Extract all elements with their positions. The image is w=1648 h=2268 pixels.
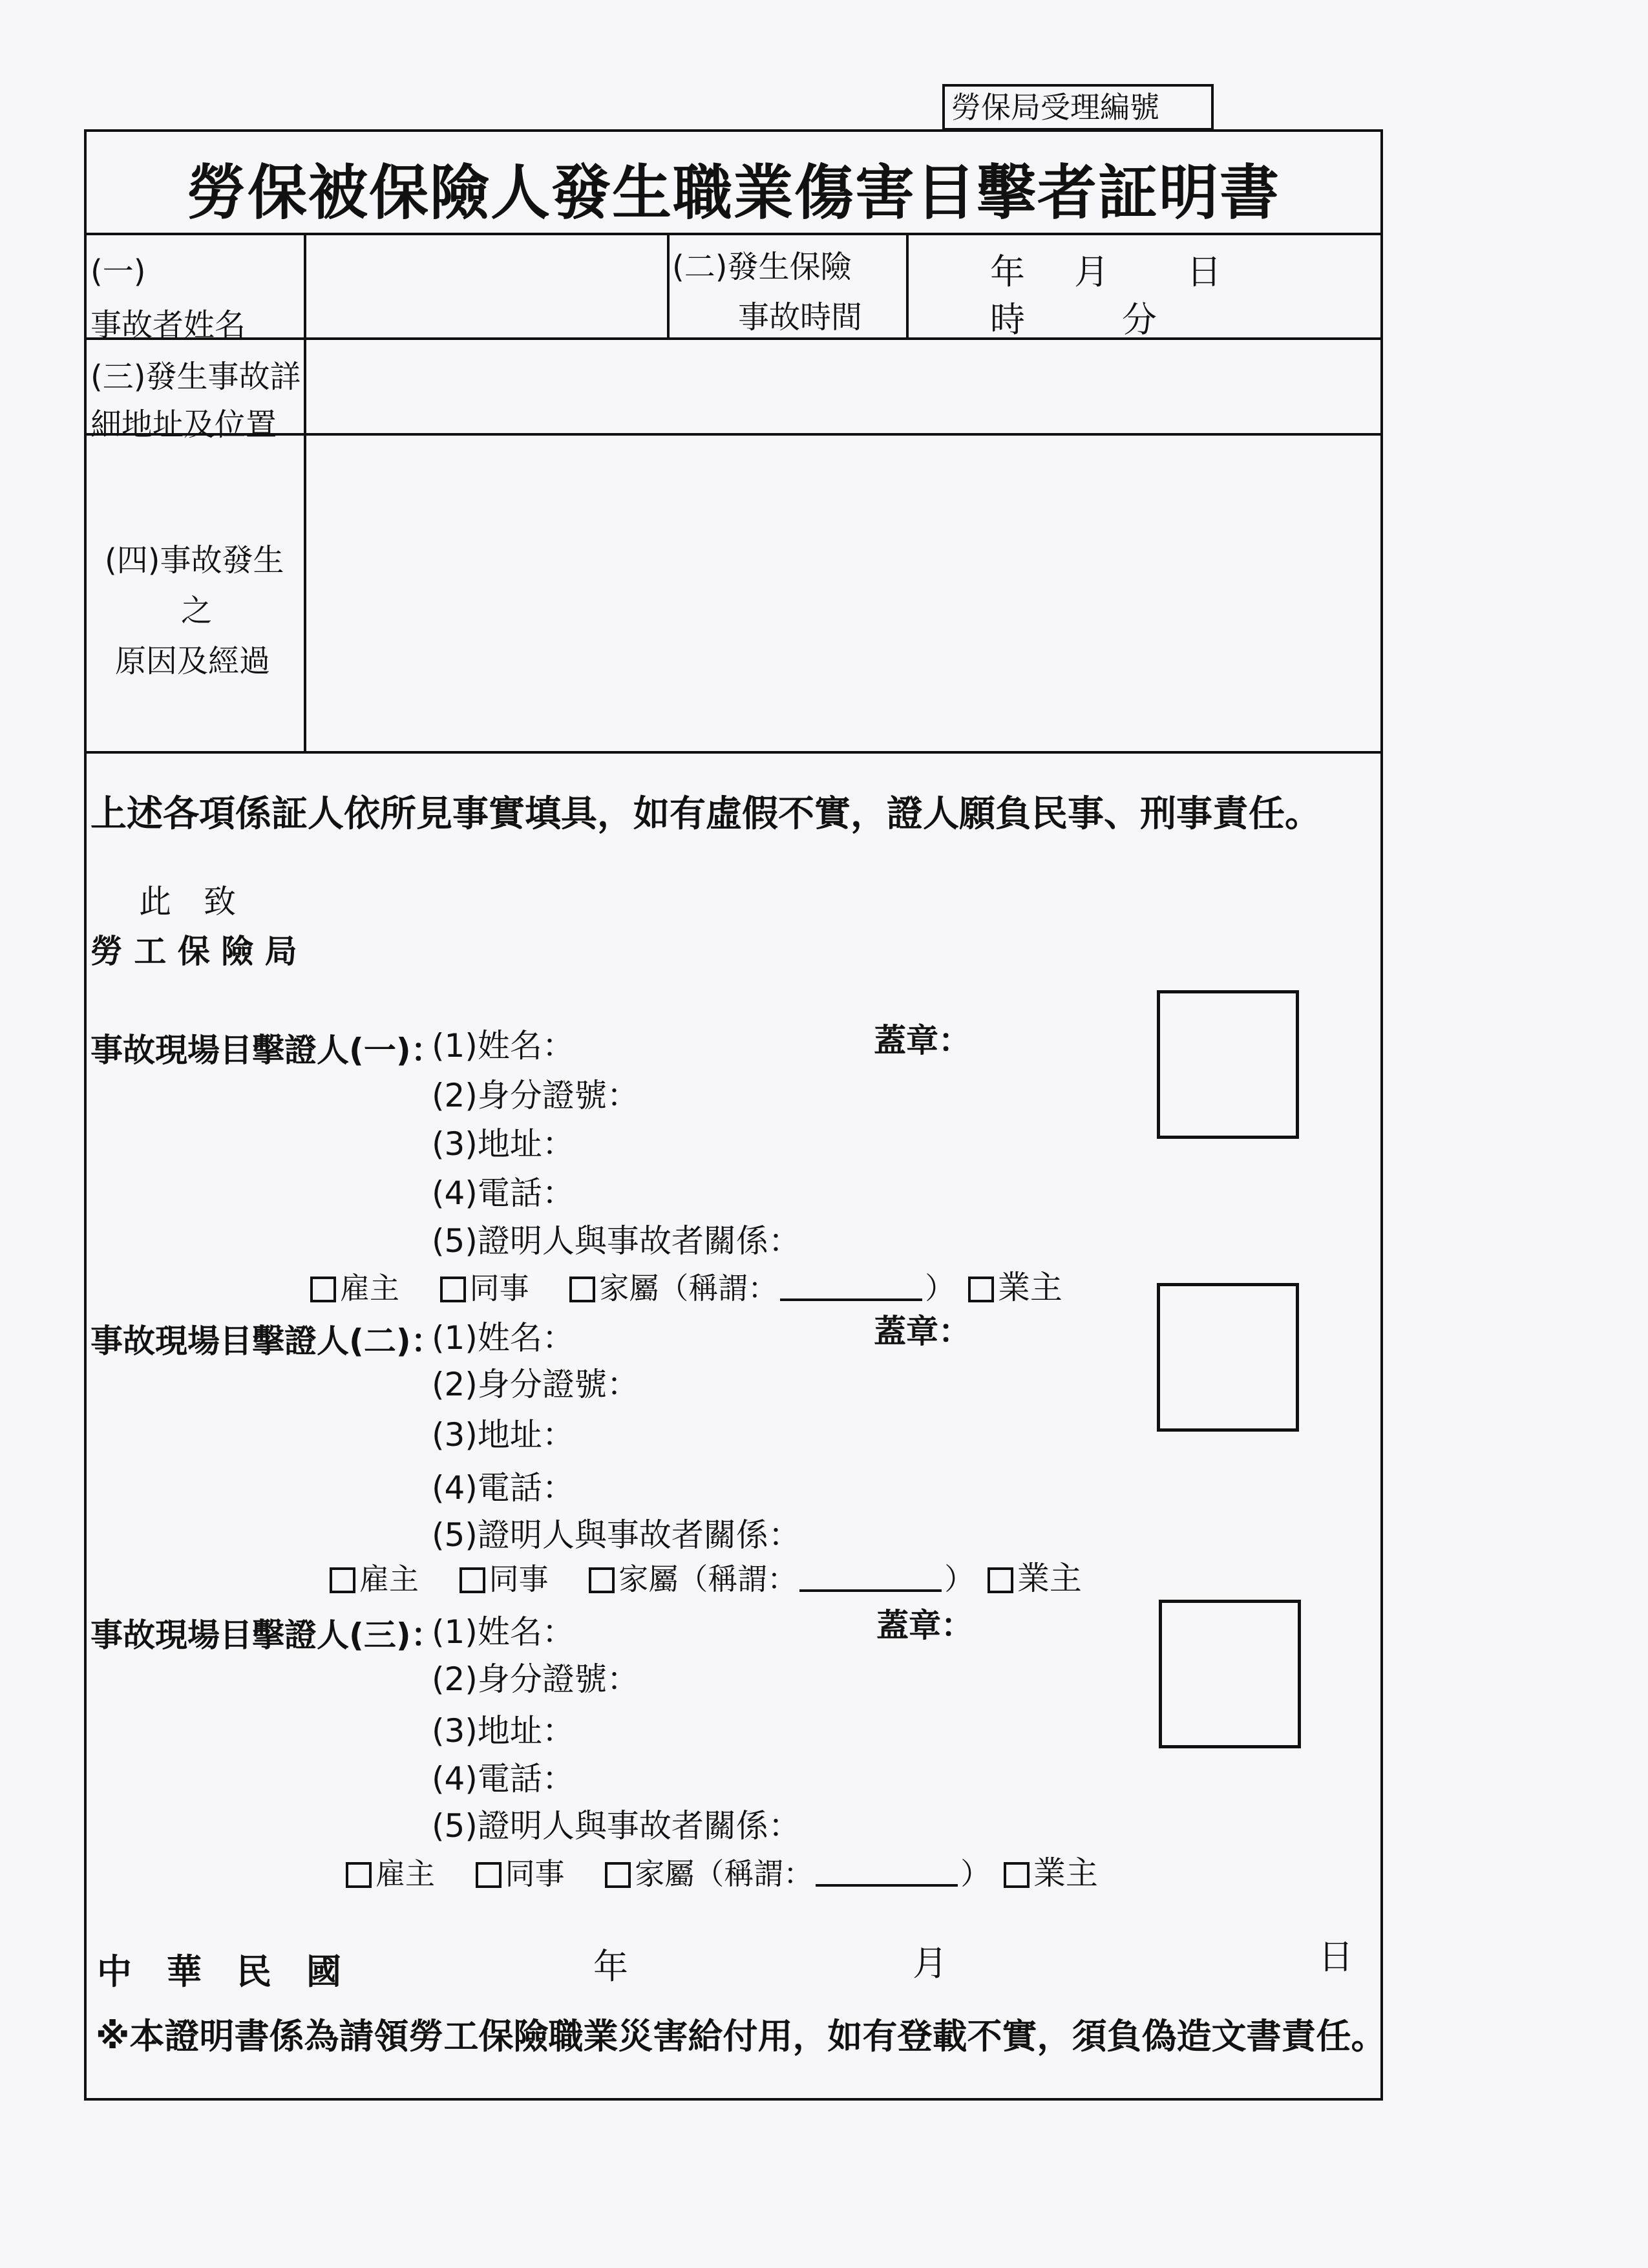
date-year-label: 年 bbox=[990, 251, 1025, 292]
family-title-field[interactable] bbox=[780, 1275, 922, 1301]
witness-2-name-label: (1)姓名： bbox=[432, 1319, 575, 1357]
victim-label: 事故者姓名 bbox=[90, 307, 246, 343]
accident-address-field[interactable] bbox=[309, 341, 1375, 430]
date-month-label: 月 bbox=[1074, 251, 1109, 292]
declaration-text: 上述各項係証人依所見事實填具，如有虛假不實，證人願負民事、刑事責任。 bbox=[90, 793, 1321, 835]
owner-checkbox[interactable] bbox=[968, 1277, 994, 1302]
table-line bbox=[84, 337, 1383, 340]
witness-3-relation-options bbox=[346, 1847, 1129, 1894]
witness-2-relation-options bbox=[330, 1553, 1113, 1599]
time-hour-label: 時 bbox=[990, 299, 1025, 340]
table-line bbox=[304, 233, 306, 751]
witness-2-id-label: (2)身分證號： bbox=[432, 1366, 639, 1403]
date-line-prefix: 中 華 民 國 bbox=[97, 1951, 341, 1992]
date-line-day: 日 bbox=[1318, 1936, 1353, 1977]
family-option-label: 家屬（稱謂： bbox=[618, 1562, 798, 1596]
witness-3-name-label: (1)姓名： bbox=[432, 1613, 575, 1651]
witness-2-phone-label: (4)電話： bbox=[432, 1469, 575, 1507]
footer-note: ※本證明書係為請領勞工保險職業災害給付用，如有登載不實，須負偽造文書責任。 bbox=[96, 2016, 1386, 2057]
witness-2-relation-label: (5)證明人與事故者關係： bbox=[432, 1516, 801, 1554]
table-line bbox=[84, 233, 1383, 235]
owner-option-label: 業主 bbox=[997, 1269, 1062, 1306]
witness-2-stamp-box[interactable] bbox=[1157, 1283, 1299, 1432]
addressee-line-1: 此 致 bbox=[139, 883, 236, 920]
accident-cause-field[interactable] bbox=[309, 437, 1375, 747]
date-day-label: 日 bbox=[1187, 251, 1221, 292]
table-line bbox=[84, 751, 1383, 754]
witness-1-phone-label: (4)電話： bbox=[432, 1174, 575, 1212]
cause-label-2: 之 bbox=[181, 593, 213, 629]
witness-1-name-label: (1)姓名： bbox=[432, 1027, 575, 1065]
owner-option-label: 業主 bbox=[1017, 1560, 1082, 1597]
victim-label-num: (一) bbox=[90, 253, 146, 290]
table-line bbox=[667, 233, 670, 337]
coworker-checkbox[interactable] bbox=[440, 1277, 466, 1302]
coworker-option-label: 同事 bbox=[489, 1562, 549, 1596]
employer-checkbox[interactable] bbox=[310, 1277, 336, 1302]
witness-1-label: 事故現場目擊證人(一)： bbox=[90, 1032, 443, 1069]
witness-2-label: 事故現場目擊證人(二)： bbox=[90, 1322, 443, 1360]
witness-3-stamp-box[interactable] bbox=[1159, 1600, 1301, 1748]
witness-3-phone-label: (4)電話： bbox=[432, 1760, 575, 1797]
table-line bbox=[84, 433, 1383, 436]
witness-1-id-label: (2)身分證號： bbox=[432, 1077, 639, 1114]
employer-option-label: 雇主 bbox=[375, 1856, 435, 1891]
owner-checkbox[interactable] bbox=[988, 1567, 1013, 1593]
victim-name-field[interactable] bbox=[309, 237, 664, 335]
coworker-checkbox[interactable] bbox=[460, 1567, 485, 1593]
date-line-year: 年 bbox=[593, 1946, 628, 1987]
witness-2-stamp-label: 蓋章： bbox=[874, 1313, 971, 1350]
family-option-label: 家屬（稱謂： bbox=[599, 1271, 778, 1306]
coworker-option-label: 同事 bbox=[469, 1271, 529, 1306]
witness-1-relation-label: (5)證明人與事故者關係： bbox=[432, 1222, 801, 1260]
addressee-line-2: 勞 工 保 險 局 bbox=[90, 933, 297, 970]
cause-label-1: (四)事故發生 bbox=[105, 542, 284, 578]
witness-1-stamp-label: 蓋章： bbox=[874, 1022, 971, 1059]
time-label-2: 事故時間 bbox=[738, 299, 863, 335]
witness-1-address-label: (3)地址： bbox=[432, 1125, 575, 1163]
family-close-paren: ） bbox=[925, 1271, 955, 1306]
family-checkbox[interactable] bbox=[605, 1862, 631, 1888]
date-line-month: 月 bbox=[913, 1943, 947, 1984]
witness-3-relation-label: (5)證明人與事故者關係： bbox=[432, 1807, 801, 1845]
family-option-label: 家屬（稱謂： bbox=[635, 1856, 814, 1891]
witness-1-stamp-box[interactable] bbox=[1157, 990, 1299, 1139]
cause-label-3: 原因及經過 bbox=[115, 643, 271, 679]
address-label-2: 細地址及位置 bbox=[90, 407, 277, 443]
family-checkbox[interactable] bbox=[569, 1277, 595, 1302]
document-title: 勞保被保險人發生職業傷害目擊者証明書 bbox=[186, 158, 1280, 228]
time-minute-label: 分 bbox=[1122, 299, 1157, 340]
coworker-option-label: 同事 bbox=[505, 1856, 565, 1891]
table-line bbox=[906, 233, 909, 337]
employer-checkbox[interactable] bbox=[330, 1567, 355, 1593]
receipt-number-box bbox=[942, 84, 1214, 131]
witness-1-relation-options bbox=[310, 1262, 1093, 1308]
family-close-paren: ） bbox=[960, 1856, 991, 1891]
witness-3-stamp-label: 蓋章： bbox=[876, 1607, 973, 1644]
family-checkbox[interactable] bbox=[589, 1567, 615, 1593]
receipt-number-label: 勞保局受理編號 bbox=[951, 90, 1159, 125]
family-close-paren: ） bbox=[944, 1562, 975, 1596]
address-label-1: (三)發生事故詳 bbox=[90, 359, 301, 395]
coworker-checkbox[interactable] bbox=[476, 1862, 502, 1888]
employer-option-label: 雇主 bbox=[340, 1271, 399, 1306]
employer-option-label: 雇主 bbox=[359, 1562, 419, 1596]
family-title-field[interactable] bbox=[799, 1566, 942, 1592]
owner-option-label: 業主 bbox=[1033, 1854, 1098, 1892]
witness-3-address-label: (3)地址： bbox=[432, 1712, 575, 1750]
time-label-1: (二)發生保險 bbox=[672, 249, 852, 285]
owner-checkbox[interactable] bbox=[1004, 1862, 1030, 1888]
employer-checkbox[interactable] bbox=[346, 1862, 372, 1888]
witness-2-address-label: (3)地址： bbox=[432, 1416, 575, 1454]
witness-3-label: 事故現場目擊證人(三)： bbox=[90, 1616, 443, 1654]
family-title-field[interactable] bbox=[816, 1861, 958, 1887]
witness-3-id-label: (2)身分證號： bbox=[432, 1660, 639, 1698]
